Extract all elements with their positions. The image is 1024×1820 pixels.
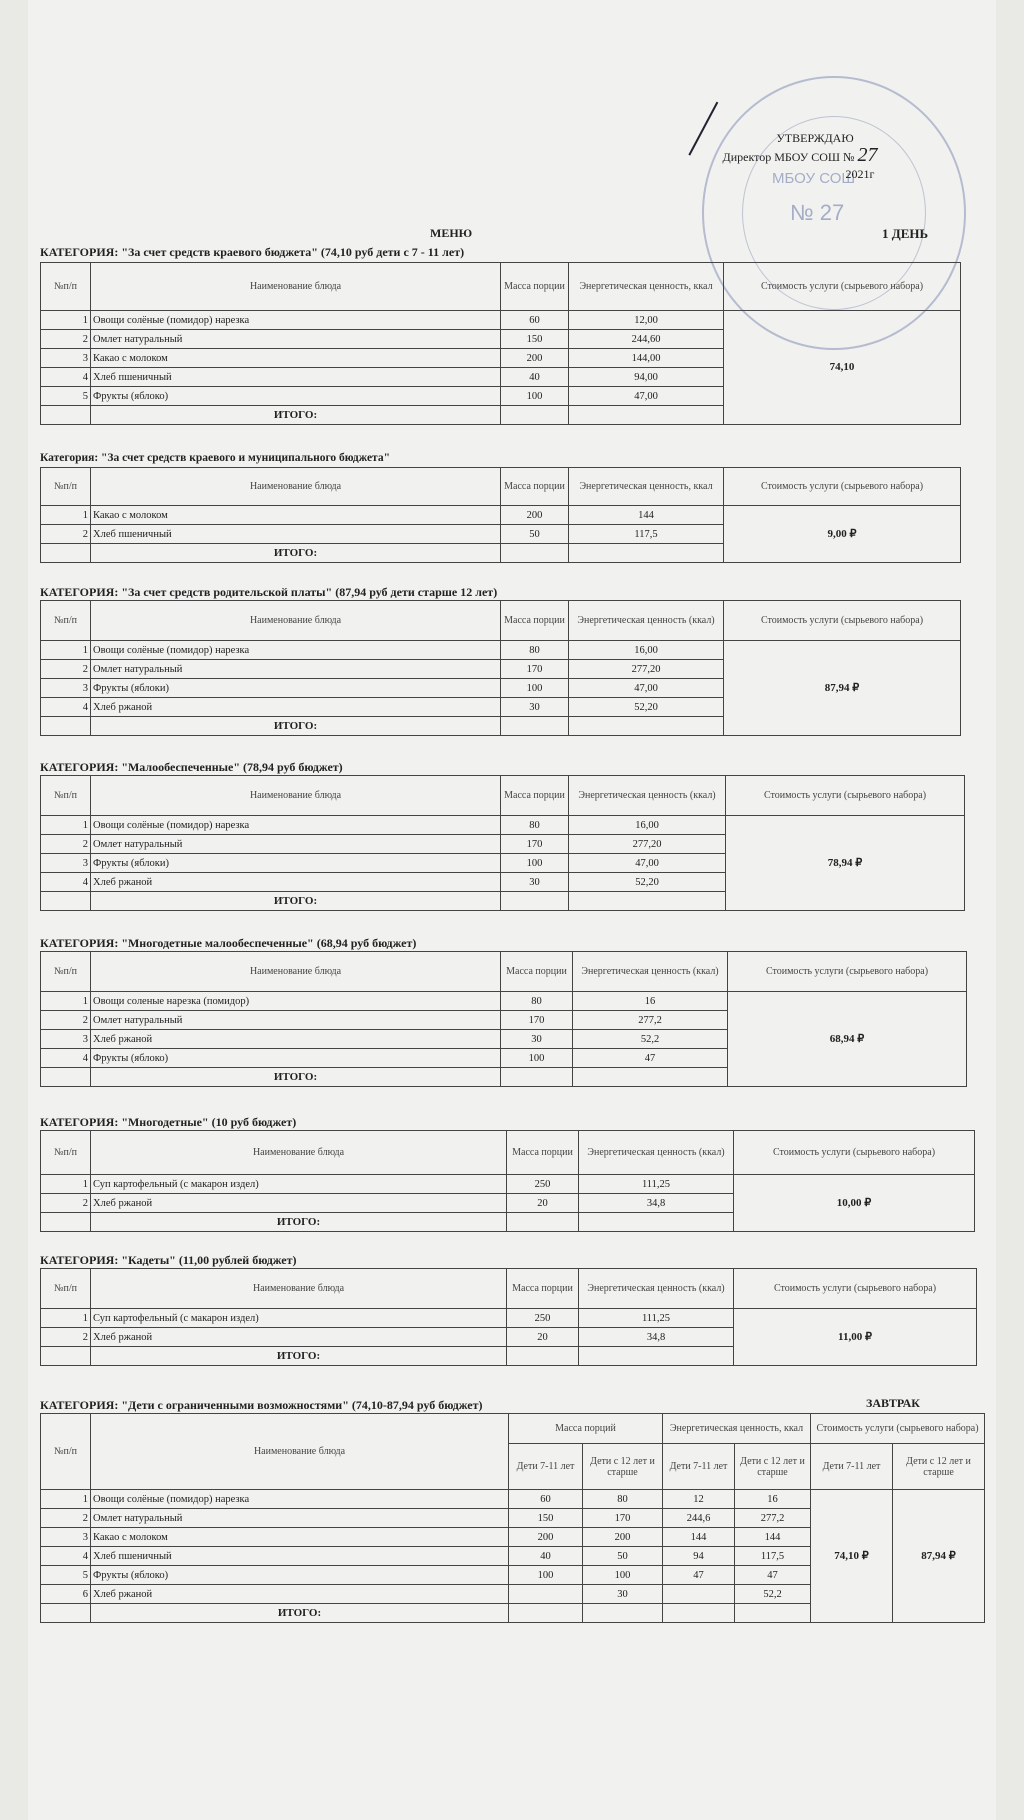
total-label: ИТОГО:	[91, 406, 501, 425]
table-row	[41, 641, 961, 660]
cell-num: 4	[41, 698, 91, 717]
cell-kcal: 52,20	[569, 698, 724, 717]
cell-num: 1	[41, 311, 91, 330]
cell-name: Хлеб ржаной	[91, 1030, 501, 1049]
cell-num: 1	[41, 1309, 91, 1328]
cell-kcal: 16,00	[569, 641, 724, 660]
col-energy-group: Энергетическая ценность, ккал	[663, 1414, 811, 1444]
category-title-3: КАТЕГОРИЯ: "За счет средств родительской платы" (87,94 руб дети старше 12 лет)	[40, 585, 498, 599]
cell-mass: 170	[501, 835, 569, 854]
col-num: №п/п	[41, 776, 91, 816]
cell-kcal-12: 144	[735, 1528, 811, 1547]
cell-name: Хлеб пшеничный	[91, 1547, 509, 1566]
cell-num: 1	[41, 992, 91, 1011]
col-mass: Масса порции	[501, 776, 569, 816]
cell-num: 2	[41, 1194, 91, 1213]
col-name: Наименование блюда	[91, 263, 501, 311]
category-title-1: КАТЕГОРИЯ: "За счет средств краевого бюджета" (74,10 руб дети с 7 - 11 лет)	[40, 245, 465, 259]
cell-mass: 20	[507, 1328, 579, 1347]
cell-name: Хлеб пшеничный	[91, 525, 501, 544]
col-num: №п/п	[41, 468, 91, 506]
cell-kcal-711: 12	[663, 1490, 735, 1509]
cell-kcal: 34,8	[579, 1194, 734, 1213]
cell-mass: 250	[507, 1175, 579, 1194]
col-num: №п/п	[41, 1414, 91, 1490]
cell-mass: 50	[501, 525, 569, 544]
col-num: №п/п	[41, 601, 91, 641]
col-name: Наименование блюда	[91, 776, 501, 816]
cell-mass-12: 170	[583, 1509, 663, 1528]
total-label: ИТОГО:	[91, 1068, 501, 1087]
col-energy: Энергетическая ценность (ккал)	[573, 952, 728, 992]
cell-kcal: 52,2	[573, 1030, 728, 1049]
cell-name: Суп картофельный (с макарон издел)	[91, 1175, 507, 1194]
cell-num: 3	[41, 349, 91, 368]
col-mass: Масса порции	[507, 1269, 579, 1309]
cell-name: Омлет натуральный	[91, 330, 501, 349]
cell-name: Овощи соленые нарезка (помидор)	[91, 992, 501, 1011]
cell-name: Фрукты (яблоко)	[91, 1049, 501, 1068]
cell-mass: 20	[507, 1194, 579, 1213]
menu-table-8	[40, 1413, 985, 1623]
menu-table-3	[40, 600, 961, 736]
total-label: ИТОГО:	[91, 1604, 509, 1623]
cell-num: 2	[41, 835, 91, 854]
cell-name: Овощи солёные (помидор) нарезка	[91, 311, 501, 330]
col-num: №п/п	[41, 1131, 91, 1175]
stamp-number: № 27	[790, 200, 845, 225]
meal-label: ЗАВТРАК	[866, 1396, 921, 1410]
table-row	[41, 992, 967, 1011]
cell-kcal: 277,20	[569, 660, 724, 679]
menu-table-1	[40, 262, 961, 425]
total-label: ИТОГО:	[91, 717, 501, 736]
col-energy-12: Дети с 12 лет и старше	[735, 1444, 811, 1490]
col-name: Наименование блюда	[91, 1414, 509, 1490]
cell-name: Какао с молоком	[91, 506, 501, 525]
cell-kcal-12: 47	[735, 1566, 811, 1585]
cell-mass: 30	[501, 1030, 573, 1049]
cell-num: 4	[41, 1547, 91, 1566]
price-cell: 78,94 ₽	[726, 816, 965, 911]
cell-name: Хлеб пшеничный	[91, 368, 501, 387]
cell-kcal-711: 244,6	[663, 1509, 735, 1528]
cell-name: Фрукты (яблоко)	[91, 1566, 509, 1585]
col-cost: Стоимость услуги (сырьевого набора)	[724, 263, 961, 311]
cell-mass: 80	[501, 992, 573, 1011]
cell-kcal: 47	[573, 1049, 728, 1068]
cell-name: Суп картофельный (с макарон издел)	[91, 1309, 507, 1328]
cell-num: 6	[41, 1585, 91, 1604]
menu-table-7	[40, 1268, 977, 1366]
cell-kcal-711: 47	[663, 1566, 735, 1585]
cell-num: 2	[41, 1011, 91, 1030]
cell-kcal-12: 52,2	[735, 1585, 811, 1604]
cell-mass-12: 100	[583, 1566, 663, 1585]
cell-num: 3	[41, 854, 91, 873]
col-num: №п/п	[41, 1269, 91, 1309]
col-mass-12: Дети с 12 лет и старше	[583, 1444, 663, 1490]
col-energy: Энергетическая ценность (ккал)	[579, 1131, 734, 1175]
cell-num: 1	[41, 641, 91, 660]
menu-table-4	[40, 775, 965, 911]
table-row	[41, 506, 961, 525]
cell-mass-711	[509, 1585, 583, 1604]
col-cost: Стоимость услуги (сырьевого набора)	[734, 1131, 975, 1175]
cell-num: 1	[41, 816, 91, 835]
price-cell: 9,00 ₽	[724, 506, 961, 563]
category-title-5: КАТЕГОРИЯ: "Многодетные малообеспеченные" (68,94 руб бюджет)	[40, 936, 417, 950]
col-energy: Энергетическая ценность (ккал)	[579, 1269, 734, 1309]
cell-mass: 100	[501, 679, 569, 698]
cell-kcal: 47,00	[569, 854, 726, 873]
cell-name: Овощи солёные (помидор) нарезка	[91, 816, 501, 835]
cell-name: Овощи солёные (помидор) нарезка	[91, 1490, 509, 1509]
cell-mass: 100	[501, 387, 569, 406]
category-title-8: КАТЕГОРИЯ: "Дети с ограниченными возможностями" (74,10-87,94 руб бюджет)	[40, 1398, 483, 1412]
col-mass: Масса порции	[501, 952, 573, 992]
col-name: Наименование блюда	[91, 1131, 507, 1175]
cell-num: 5	[41, 387, 91, 406]
cell-mass-711: 200	[509, 1528, 583, 1547]
cell-num: 5	[41, 1566, 91, 1585]
cell-num: 2	[41, 525, 91, 544]
price-cell: 10,00 ₽	[734, 1175, 975, 1232]
cell-name: Хлеб ржаной	[91, 1585, 509, 1604]
col-mass-group: Масса порций	[509, 1414, 663, 1444]
category-title-4: КАТЕГОРИЯ: "Малообеспеченные" (78,94 руб бюджет)	[40, 760, 343, 774]
cell-kcal: 16	[573, 992, 728, 1011]
stamp-text: МБОУ СОШ	[772, 170, 856, 187]
col-mass-711: Дети 7-11 лет	[509, 1444, 583, 1490]
cell-mass-711: 150	[509, 1509, 583, 1528]
col-name: Наименование блюда	[91, 601, 501, 641]
cell-mass-12: 200	[583, 1528, 663, 1547]
cell-kcal-711	[663, 1585, 735, 1604]
category-title-7: КАТЕГОРИЯ: "Кадеты" (11,00 рублей бюджет)	[40, 1253, 297, 1267]
cell-name: Хлеб ржаной	[91, 698, 501, 717]
price-cell-12: 87,94 ₽	[893, 1490, 985, 1623]
cell-mass-12: 50	[583, 1547, 663, 1566]
cell-mass: 200	[501, 349, 569, 368]
total-label: ИТОГО:	[91, 1347, 507, 1366]
cell-num: 3	[41, 679, 91, 698]
menu-table-6	[40, 1130, 975, 1232]
cell-kcal-711: 94	[663, 1547, 735, 1566]
cell-num: 1	[41, 1175, 91, 1194]
cell-num: 2	[41, 330, 91, 349]
col-cost: Стоимость услуги (сырьевого набора)	[724, 468, 961, 506]
cell-mass: 170	[501, 660, 569, 679]
cell-num: 4	[41, 368, 91, 387]
category-title-6: КАТЕГОРИЯ: "Многодетные" (10 руб бюджет)	[40, 1115, 297, 1129]
cell-kcal: 12,00	[569, 311, 724, 330]
col-energy: Энергетическая ценность, ккал	[569, 468, 724, 506]
cell-name: Хлеб ржаной	[91, 873, 501, 892]
col-name: Наименование блюда	[91, 1269, 507, 1309]
cell-kcal: 144,00	[569, 349, 724, 368]
cell-mass-12: 80	[583, 1490, 663, 1509]
cell-name: Омлет натуральный	[91, 1509, 509, 1528]
total-label: ИТОГО:	[91, 544, 501, 563]
cell-kcal: 277,2	[573, 1011, 728, 1030]
cell-mass: 250	[507, 1309, 579, 1328]
cell-mass: 80	[501, 816, 569, 835]
cell-name: Хлеб ржаной	[91, 1328, 507, 1347]
price-cell: 87,94 ₽	[724, 641, 961, 736]
cell-kcal: 244,60	[569, 330, 724, 349]
cell-name: Омлет натуральный	[91, 660, 501, 679]
cell-kcal: 47,00	[569, 679, 724, 698]
approval-date	[650, 166, 950, 183]
col-num: №п/п	[41, 952, 91, 992]
cell-num: 4	[41, 873, 91, 892]
price-cell: 11,00 ₽	[734, 1309, 977, 1366]
col-cost-group: Стоимость услуги (сырьевого набора)	[811, 1414, 985, 1444]
cell-name: Какао с молоком	[91, 1528, 509, 1547]
menu-title: МЕНЮ	[430, 226, 473, 240]
cell-kcal: 47,00	[569, 387, 724, 406]
col-mass: Масса порции	[501, 263, 569, 311]
cell-mass-711: 100	[509, 1566, 583, 1585]
col-cost: Стоимость услуги (сырьевого набора)	[734, 1269, 977, 1309]
cell-num: 2	[41, 1328, 91, 1347]
table-row	[41, 816, 965, 835]
cell-num: 3	[41, 1030, 91, 1049]
cell-mass: 30	[501, 698, 569, 717]
col-energy: Энергетическая ценность (ккал)	[569, 601, 724, 641]
cell-num: 4	[41, 1049, 91, 1068]
col-mass: Масса порции	[501, 468, 569, 506]
cell-name: Фрукты (яблоки)	[91, 679, 501, 698]
cell-num: 3	[41, 1528, 91, 1547]
price-cell-711: 74,10 ₽	[811, 1490, 893, 1623]
table-row	[41, 1309, 977, 1328]
cell-name: Омлет натуральный	[91, 835, 501, 854]
cell-mass-711: 40	[509, 1547, 583, 1566]
menu-table-5	[40, 951, 967, 1087]
category-title-2: Категория: "За счет средств краевого и муниципального бюджета"	[40, 452, 390, 464]
cell-mass: 60	[501, 311, 569, 330]
price-cell: 68,94 ₽	[728, 992, 967, 1087]
cell-kcal-12: 16	[735, 1490, 811, 1509]
cell-num: 2	[41, 660, 91, 679]
col-cost-711: Дети 7-11 лет	[811, 1444, 893, 1490]
cell-mass: 40	[501, 368, 569, 387]
cell-kcal: 16,00	[569, 816, 726, 835]
cell-name: Фрукты (яблоки)	[91, 854, 501, 873]
table-row	[41, 1175, 975, 1194]
cell-mass-12: 30	[583, 1585, 663, 1604]
col-energy-711: Дети 7-11 лет	[663, 1444, 735, 1490]
cell-kcal: 94,00	[569, 368, 724, 387]
approval-director-label: Директор МБОУ СОШ №	[722, 150, 855, 164]
cell-mass-711: 60	[509, 1490, 583, 1509]
cell-kcal: 34,8	[579, 1328, 734, 1347]
cell-kcal-12: 277,2	[735, 1509, 811, 1528]
approval-block	[650, 130, 950, 183]
day-label: 1 ДЕНЬ	[882, 226, 929, 241]
cell-name: Овощи солёные (помидор) нарезка	[91, 641, 501, 660]
cell-name: Фрукты (яблоко)	[91, 387, 501, 406]
col-name: Наименование блюда	[91, 468, 501, 506]
col-energy: Энергетическая ценность (ккал)	[569, 776, 726, 816]
cell-mass: 150	[501, 330, 569, 349]
col-mass: Масса порции	[501, 601, 569, 641]
price-cell: 74,10	[724, 311, 961, 425]
cell-kcal: 144	[569, 506, 724, 525]
cell-num: 2	[41, 1509, 91, 1528]
cell-num: 1	[41, 506, 91, 525]
col-num: №п/п	[41, 263, 91, 311]
cell-num: 1	[41, 1490, 91, 1509]
cell-kcal: 111,25	[579, 1309, 734, 1328]
col-cost: Стоимость услуги (сырьевого набора)	[728, 952, 967, 992]
cell-mass: 170	[501, 1011, 573, 1030]
col-mass: Масса порции	[507, 1131, 579, 1175]
cell-mass: 80	[501, 641, 569, 660]
table-row	[41, 311, 961, 330]
approval-date-year: 2021г	[845, 167, 875, 181]
cell-name: Хлеб ржаной	[91, 1194, 507, 1213]
cell-kcal: 277,20	[569, 835, 726, 854]
col-cost: Стоимость услуги (сырьевого набора)	[724, 601, 961, 641]
total-label: ИТОГО:	[91, 892, 501, 911]
cell-kcal: 52,20	[569, 873, 726, 892]
approval-title: УТВЕРЖДАЮ	[776, 131, 854, 145]
cell-kcal-711: 144	[663, 1528, 735, 1547]
menu-table-2	[40, 467, 961, 563]
col-energy: Энергетическая ценность, ккал	[569, 263, 724, 311]
cell-mass: 30	[501, 873, 569, 892]
col-name: Наименование блюда	[91, 952, 501, 992]
cell-mass: 100	[501, 1049, 573, 1068]
cell-kcal: 117,5	[569, 525, 724, 544]
cell-name: Омлет натуральный	[91, 1011, 501, 1030]
cell-mass: 200	[501, 506, 569, 525]
approval-school-number: 27	[857, 144, 878, 166]
table-row	[41, 1490, 985, 1509]
cell-kcal-12: 117,5	[735, 1547, 811, 1566]
col-cost: Стоимость услуги (сырьевого набора)	[726, 776, 965, 816]
cell-mass: 100	[501, 854, 569, 873]
total-label: ИТОГО:	[91, 1213, 507, 1232]
cell-kcal: 111,25	[579, 1175, 734, 1194]
approval-director	[650, 144, 950, 166]
col-cost-12: Дети с 12 лет и старше	[893, 1444, 985, 1490]
cell-name: Какао с молоком	[91, 349, 501, 368]
